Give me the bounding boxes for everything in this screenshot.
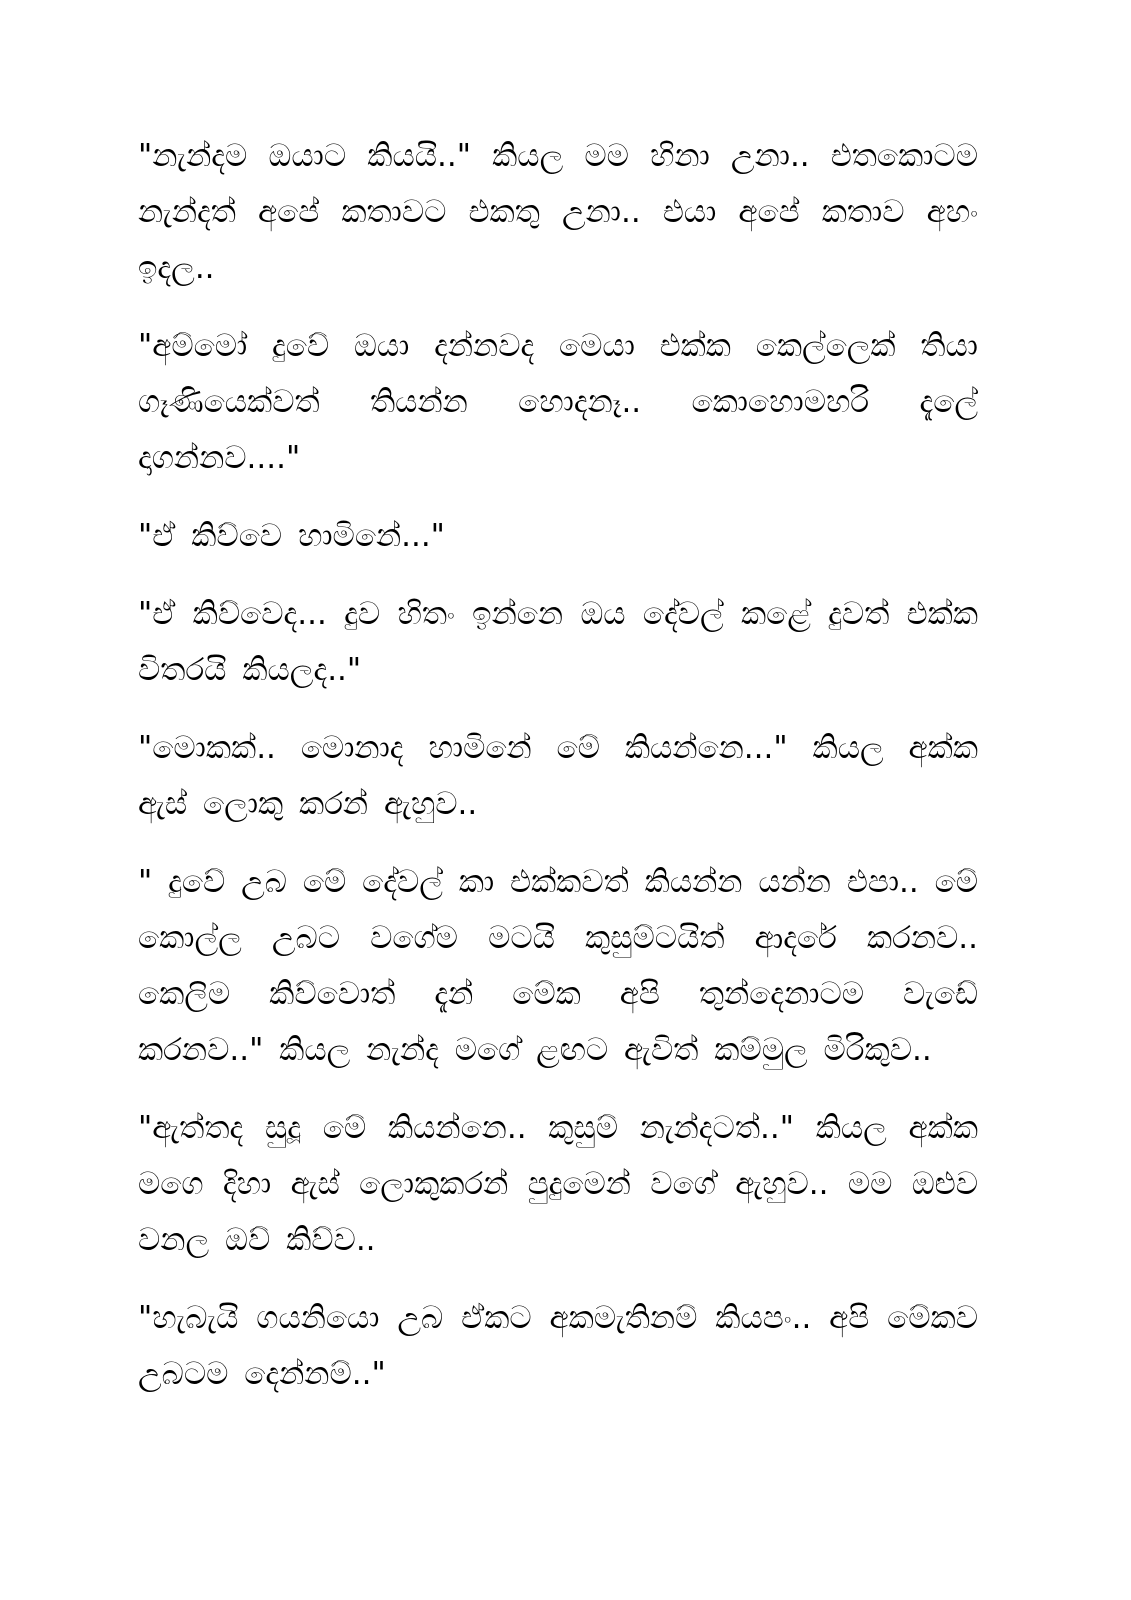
paragraph: "ඒ කිව්වෙද... දුව හිතං ඉන්නෙ ඔය දේවල් කළේ දුවත් එක්ක විතරයි කියලද.." [138, 596, 978, 688]
paragraph: "නැන්දම ඔයාට කියයි.." කියල මම හිනා උනා.. එතකොටම නැන්දත් අපේ කතාවට එකතු උනා.. එයා අපේ කතාව අහං ඉදල.. [138, 138, 978, 286]
paragraph: "අම්මෝ දුවේ ඔයා දන්නවද මෙයා එක්ක කෙල්ලෙක් තියා ගෑණියෙක්වත් තියන්න හොදනෑ.. කොහොමහරි දැලේ දාගන්නව...." [138, 328, 978, 476]
paragraph: "ඇත්තද සුදූ මේ කියන්නෙ.. කුසුම් නැන්දටත්.." කියල අක්ක මගෙ දිහා ඇස් ලොකුකරන් පුදුමෙන් වගේ ඇහුව.. මම ඔළුව වනල ඔව් කිව්ව.. [138, 1110, 978, 1258]
paragraph: "ඒ කිව්වෙ හාමිනේ..." [138, 518, 445, 554]
paragraph: "මොකක්.. මොනාද හාමිනේ මේ කියන්නෙ..." කියල අක්ක ඇස් ලොකු කරන් ඇහුව.. [138, 730, 978, 822]
paragraph: "හැබැයි ගයනියො උබ ඒකට අකමැතිනම් කියපං.. අපි මේකව උබටම දෙන්නම්.." [138, 1300, 978, 1392]
paragraph: " දුවේ උබ මේ දේවල් කා එක්කවත් කියන්න යන්න එපා.. මේ කොල්ල උබට වගේම මටයි කුසුම්ටයිත් ආදරේ කරනව.. කෙලිම කිව්වොත් දැන් මේක අපි තුන්දෙනාටම වැඩේ කරනව.." කියල නැන්ද මගේ ළඟට ඇවිත් කම්මුල මිරිකුව.. [138, 864, 978, 1068]
document-body [138, 128, 978, 1424]
